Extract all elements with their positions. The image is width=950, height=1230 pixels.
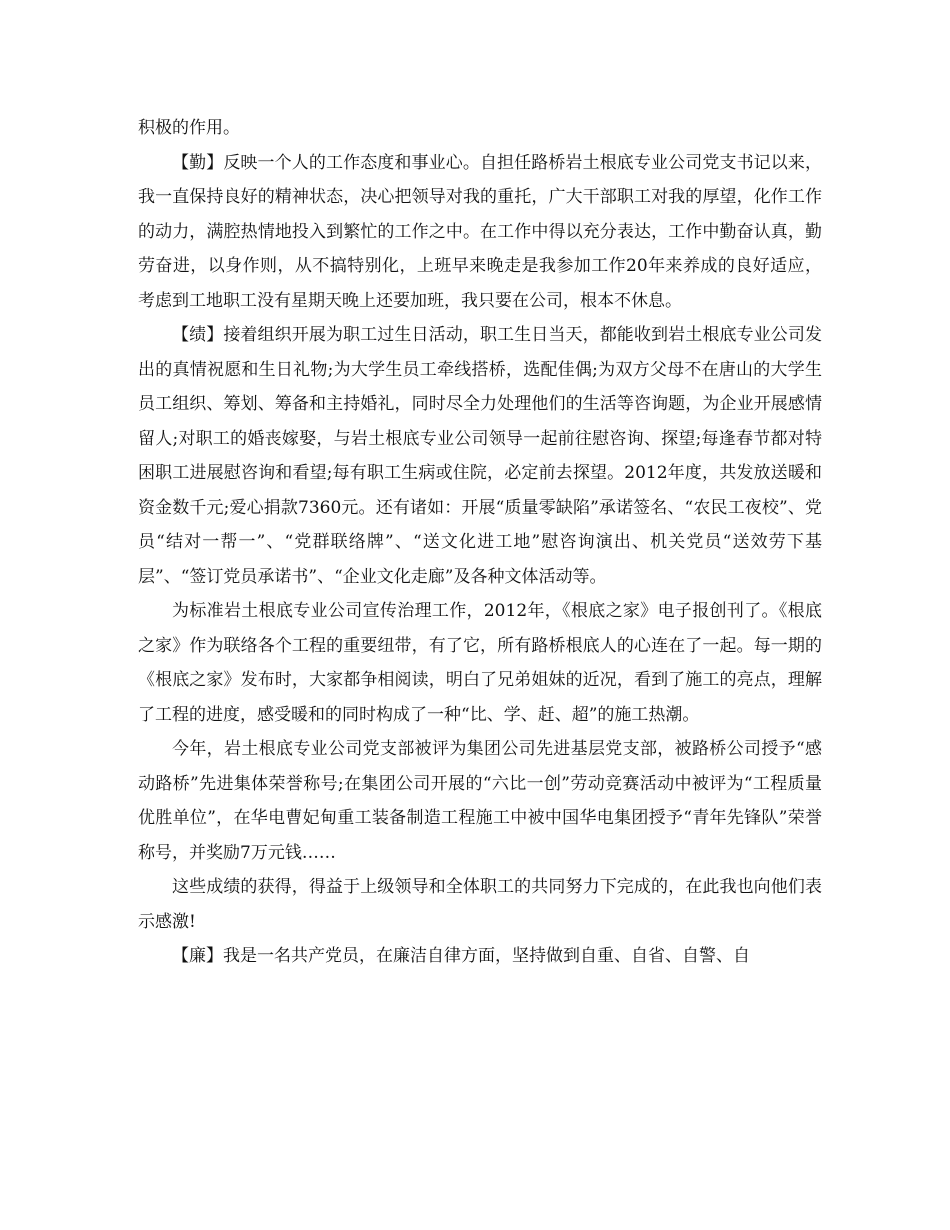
paragraph-newsletter: 为标准岩土根底专业公司宣传治理工作，2012年，《根底之家》电子报创刊了。《根底之家》作为联络各个工程的重要纽带，有了它，所有路桥根底人的心连在了一起。每一期的《根底之家》发布时，大家都争相阅读，明白了兄弟姐妹的近况，看到了施工的亮点，理解了工程的进度，感受暖和的同时构成了一种“比、学、赶、超”的施工热潮。 xyxy=(138,601,822,725)
paragraph-honors: 今年，岩土根底专业公司党支部被评为集团公司先进基层党支部，被路桥公司授予“感动路桥”先进集体荣誉称号;在集团公司开展的“六比一创”劳动竞赛活动中被评为“工程质量优胜单位”，在华电曹妃甸重工装备制造工程施工中被中国华电集团授予“青年先锋队”荣誉称号，并奖励7万元钱…… xyxy=(138,739,822,863)
paragraph-lian: 【廉】我是一名共产党员，在廉洁自律方面，坚持做到自重、自省、自警、自 xyxy=(172,946,750,966)
paragraph-continuation: 积极的作用。 xyxy=(138,118,240,138)
paragraph-ji: 【绩】接着组织开展为职工过生日活动，职工生日当天，都能收到岩土根底专业公司发出的真情祝愿和生日礼物;为大学生员工牵线搭桥，选配佳偶;为双方父母不在唐山的大学生员工组织、筹划、筹备和主持婚礼，同时尽全力处理他们的生活等咨询题，为企业开展感情留人;对职工的婚丧嫁娶，与岩土根底专业公司领导一起前往慰咨询、探望;每逢春节都对特困职工进展慰咨询和看望;每有职工生病或住院，必定前去探望。2012年度，共发放送暖和资金数千元;爱心捐款7360元。还有诸如：开展“质量零缺陷”承诺签名、“农民工夜校”、党员“结对一帮一”、“党群联络牌”、“送文化进工地”慰咨询演出、机关党员“送效劳下基层”、“签订党员承诺书”、“企业文化走廊”及各种文体活动等。 xyxy=(138,325,822,587)
paragraph-thanks: 这些成绩的获得，得益于上级领导和全体职工的共同努力下完成的，在此我也向他们表示感激! xyxy=(138,877,822,932)
paragraph-qin: 【勤】反映一个人的工作态度和事业心。自担任路桥岩土根底专业公司党支书记以来，我一直保持良好的精神状态，决心把领导对我的重托，广大干部职工对我的厚望，化作工作的动力，满腔热情地投入到繁忙的工作之中。在工作中得以充分表达，工作中勤奋认真，勤劳奋进，以身作则，从不搞特别化，上班早来晚走是我参加工作20年来养成的良好适应，考虑到工地职工没有星期天晚上还要加班，我只要在公司，根本不休息。 xyxy=(138,152,822,311)
document-body xyxy=(138,111,822,974)
